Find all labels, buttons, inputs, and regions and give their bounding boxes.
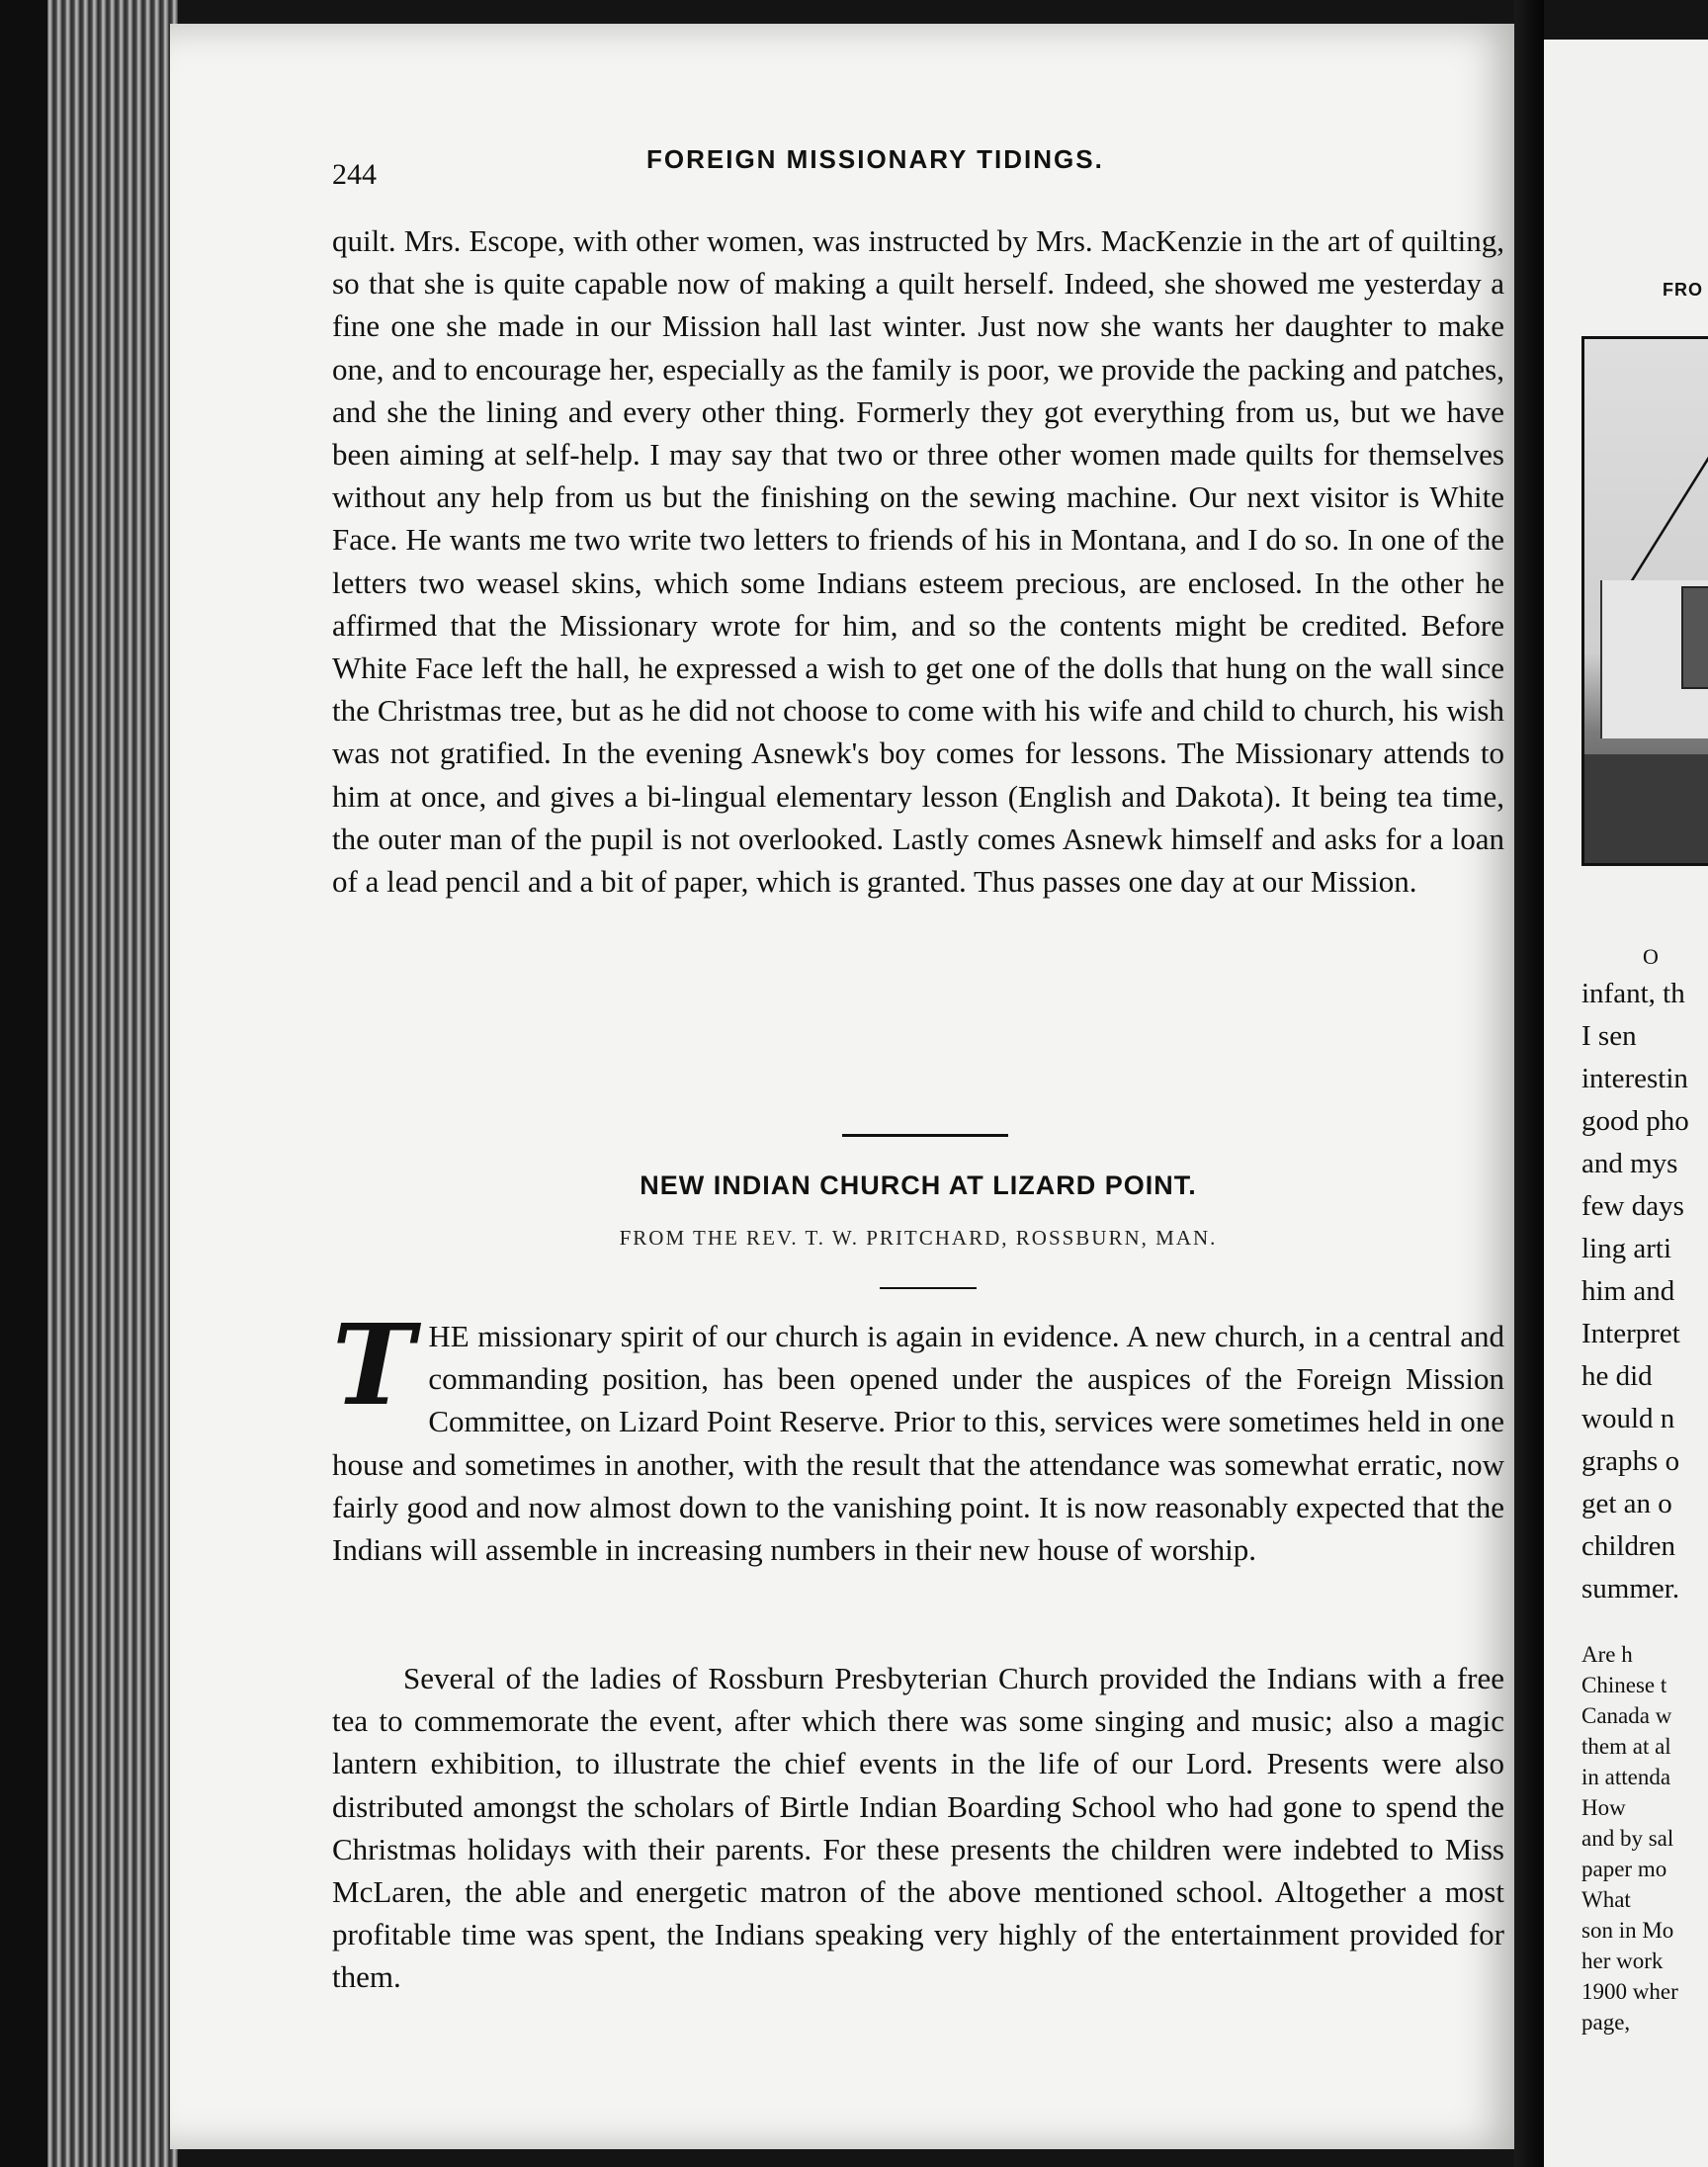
right-page-small-line: in attenda (1581, 1765, 1671, 1789)
right-page-small-line: them at al (1581, 1734, 1671, 1759)
right-page-small-line: Chinese t (1581, 1673, 1667, 1697)
right-page-line: get an o (1581, 1488, 1672, 1519)
book-gutter (1514, 0, 1544, 2167)
right-page-line: few days (1581, 1190, 1684, 1222)
right-page-small-line: What (1581, 1887, 1631, 1912)
right-page-small-line: her work (1581, 1949, 1664, 1973)
section-divider (842, 1134, 1008, 1137)
right-page-line: graphs o (1581, 1445, 1680, 1477)
right-page-line: Interpret (1581, 1318, 1680, 1349)
right-page-column (1581, 973, 1689, 1610)
continued-paragraph (332, 219, 1504, 903)
running-header (332, 144, 1498, 191)
right-page-line: and mys (1581, 1148, 1678, 1179)
article-paragraph-2 (332, 1657, 1504, 1999)
right-page-line: him and (1581, 1275, 1675, 1307)
drop-cap: T (332, 1301, 415, 1430)
right-page-caption-fragment: O (1643, 944, 1659, 969)
right-page-small-line: Are h (1581, 1642, 1633, 1667)
right-page-line: children (1581, 1530, 1676, 1562)
right-page-small-line: and by sal (1581, 1826, 1674, 1851)
right-page-line: good pho (1581, 1105, 1689, 1137)
byline-divider (880, 1287, 977, 1289)
ground-shadow (1584, 754, 1708, 863)
right-page-header-fragment: FRO (1663, 280, 1703, 300)
right-page-line: summer. (1581, 1573, 1680, 1604)
right-page-small-line: 1900 wher (1581, 1979, 1678, 2004)
page-number: 244 (332, 158, 377, 191)
journal-title: FOREIGN MISSIONARY TIDINGS. (646, 144, 1104, 174)
article-paragraph-1-text: HE missionary spirit of our church is again in evidence. A new church, in a central and commanding position, has been opened under the auspices of the Foreign Mission Committee, on Lizard Point Reserve. Prior to this, services were sometimes held in one house and sometimes in another, with the result that the attendance was somewhat erratic, now fairly good and now almost down to the vanishing point. It is now reasonably expected that the Indians will assemble in increasing numbers in their new house of worship. (332, 1319, 1504, 1568)
right-page-line: interestin (1581, 1063, 1688, 1094)
right-page-small-line: son in Mo (1581, 1918, 1674, 1943)
right-page-line: ling arti (1581, 1233, 1672, 1264)
article-byline: FROM THE REV. T. W. PRITCHARD, ROSSBURN, MAN. (619, 1226, 1218, 1250)
right-page-small-line: Canada w (1581, 1703, 1672, 1728)
right-page-small-line: paper mo (1581, 1857, 1667, 1881)
church-photo (1581, 336, 1708, 866)
right-page-line: infant, th (1581, 978, 1685, 1009)
right-page-line: would n (1581, 1403, 1675, 1434)
article-title: NEW INDIAN CHURCH AT LIZARD POINT. (640, 1170, 1197, 1200)
right-page-small-column (1581, 1639, 1678, 2037)
book-edge-shadow (0, 0, 47, 2167)
article-paragraph-2-text: Several of the ladies of Rossburn Presbyterian Church provided the Indians with a free tea to commemorate the event, after which there was some singing and music; also a magic lantern exhibition, to illustrate the chief events in the life of our Lord. Presents were also distributed amongst the scholars of Birtle Indian Boarding School who had gone to spend the Christmas holidays with their parents. For these presents the children were indebted to Miss McLaren, the able and energetic matron of the above mentioned school. Altogether a most profitable time was spent, the Indians speaking very highly of the entertainment provided for them. (332, 1661, 1504, 1995)
right-page-small-line: How (1581, 1795, 1626, 1820)
right-page-small-line: page, (1581, 2010, 1631, 2035)
right-page-line: he did (1581, 1360, 1653, 1392)
article-paragraph-1 (332, 1301, 1504, 1571)
right-page-line: I sen (1581, 1020, 1637, 1052)
church-window (1681, 586, 1708, 689)
continued-text: quilt. Mrs. Escope, with other women, was instructed by Mrs. MacKenzie in the art of quilting, so that she is quite capable now of making a quilt herself. Indeed, she showed me yesterday a fine one she made in our Mission hall last winter. Just now she wants her daughter to make one, and to encourage her, especially as the family is poor, we provide the packing and patches, and she the lining and every other thing. Formerly they got everything from us, but we have been aiming at self-help. I may say that two or three other women made quilts for themselves without any help from us but the finishing on the sewing machine. Our next visitor is White Face. He wants me two write two letters to friends of his in Montana, and I do so. In one of the letters two weasel skins, which some Indians esteem precious, are enclosed. In the other he affirmed that the Missionary wrote for him, and so the contents might be credited. Before White Face left the hall, he expressed a wish to get one of the dolls that hung on the wall since the Christmas tree, but as he did not choose to come with his wife and child to church, his wish was not gratified. In the evening Asnewk's boy comes for lessons. The Missionary attends to him at once, and gives a bi-lingual elementary lesson (English and Dakota). It being tea time, the outer man of the pupil is not overlooked. Lastly comes Asnewk himself and asks for a loan of a lead pencil and a bit of paper, which is granted. Thus passes one day at our Mission. (332, 223, 1504, 900)
